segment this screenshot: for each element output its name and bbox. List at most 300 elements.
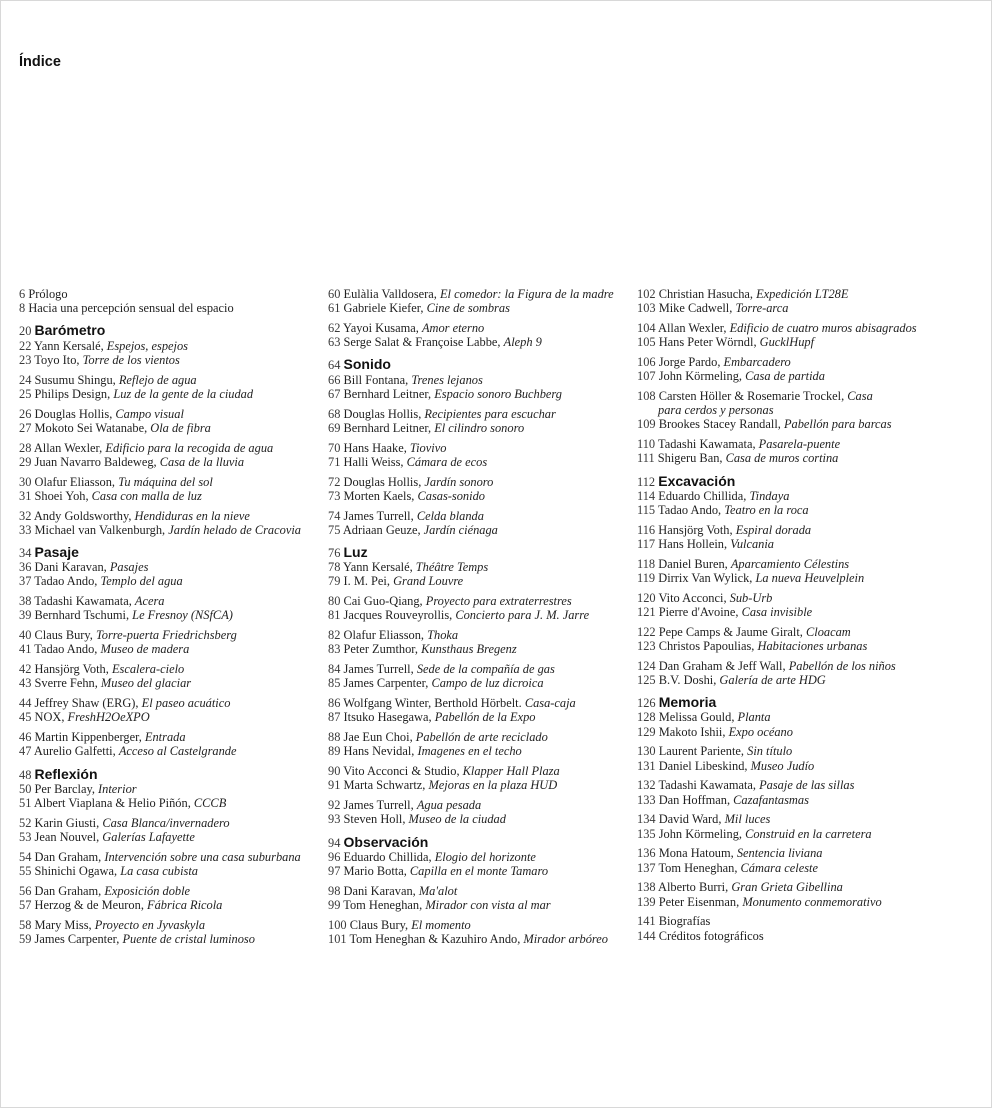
- toc-entry[interactable]: [328, 407, 633, 421]
- toc-entry[interactable]: [19, 560, 319, 574]
- toc-entry-text: Daniel Libeskind,: [658, 758, 751, 773]
- toc-entry[interactable]: [637, 557, 937, 571]
- toc-entry[interactable]: [328, 662, 633, 676]
- toc-work-title: Reflejo de agua: [118, 372, 197, 387]
- toc-work-title: Templo del agua: [100, 574, 183, 589]
- toc-entry-text: Prólogo: [28, 287, 68, 301]
- toc-page-number: 144: [637, 928, 656, 943]
- toc-work-title: Amor eterno: [421, 321, 485, 335]
- toc-entry-text: Biografías: [658, 914, 711, 929]
- toc-entry[interactable]: [637, 335, 937, 349]
- toc-work-title: Sin título: [747, 744, 793, 759]
- toc-entry[interactable]: [19, 455, 319, 469]
- toc-entry[interactable]: [328, 642, 633, 656]
- toc-entry[interactable]: [328, 301, 633, 315]
- toc-work-title: Gran Grieta Gibellina: [731, 880, 843, 895]
- toc-entry-text: Jae Eun Choi,: [343, 730, 416, 745]
- toc-page-number: 97: [328, 864, 341, 879]
- toc-work-title: Expedición LT28E: [756, 287, 849, 301]
- toc-column-2: [328, 287, 633, 952]
- toc-entry-text: Allan Wexler,: [33, 440, 106, 455]
- toc-work-title: Jardín sonoro: [424, 474, 494, 489]
- toc-entry[interactable]: [637, 523, 937, 537]
- section-title: Pasaje: [34, 544, 79, 561]
- toc-entry[interactable]: [637, 489, 937, 503]
- toc-entry-group: [328, 594, 633, 622]
- toc-page-number: 130: [637, 744, 656, 759]
- toc-entry[interactable]: [637, 403, 937, 417]
- toc-entry-text: Mary Miss,: [34, 917, 95, 932]
- toc-entry[interactable]: [19, 884, 319, 898]
- toc-page-number: 96: [328, 849, 341, 864]
- toc-entry-text: Peter Zumthor,: [343, 642, 422, 657]
- toc-entry-text: Claus Bury,: [349, 917, 412, 932]
- toc-entry[interactable]: [19, 301, 319, 315]
- toc-entry[interactable]: [637, 625, 937, 639]
- toc-work-title: Campo visual: [115, 406, 184, 421]
- toc-work-title: Escalera-cielo: [111, 662, 185, 677]
- toc-page-number: 38: [19, 594, 32, 609]
- toc-entry[interactable]: [19, 744, 319, 758]
- toc-page-number: 139: [637, 894, 656, 909]
- toc-page-number: 124: [637, 658, 656, 673]
- toc-entry[interactable]: [637, 355, 937, 369]
- toc-entry[interactable]: [328, 730, 633, 744]
- toc-entry[interactable]: [328, 560, 633, 574]
- toc-page-number: 70: [328, 440, 341, 455]
- toc-page-number: 118: [637, 556, 656, 571]
- toc-entry[interactable]: [637, 880, 937, 894]
- toc-entry-text: Dan Hoffman,: [658, 792, 734, 807]
- toc-entry[interactable]: [328, 764, 633, 778]
- toc-entry-text: Dirrix Van Wylick,: [658, 571, 756, 586]
- toc-entry-group: [19, 816, 319, 844]
- toc-entry[interactable]: [637, 914, 937, 928]
- toc-entry[interactable]: [637, 369, 937, 383]
- toc-page-number: 23: [19, 352, 32, 367]
- toc-entry-text: Dani Karavan,: [34, 560, 110, 575]
- toc-entry[interactable]: [328, 696, 633, 710]
- toc-entry[interactable]: [19, 489, 319, 503]
- toc-work-title: Sede de la compañía de gas: [416, 662, 555, 677]
- toc-work-title: Proyecto para extraterrestres: [425, 594, 572, 609]
- toc-page-number: 68: [328, 406, 341, 421]
- toc-entry-text: Eduardo Chillida,: [343, 849, 435, 864]
- toc-entry[interactable]: [637, 759, 937, 773]
- toc-page-number: 74: [328, 508, 341, 523]
- toc-entry[interactable]: [328, 884, 633, 898]
- toc-page-number: 69: [328, 420, 341, 435]
- toc-page-number: 46: [19, 730, 32, 745]
- toc-work-title: Trenes lejanos: [411, 372, 483, 387]
- toc-entry-text: NOX,: [34, 710, 68, 725]
- toc-work-title: Celda blanda: [416, 508, 484, 523]
- toc-work-title: Espacio sonoro Buchberg: [434, 386, 562, 401]
- toc-entry[interactable]: [328, 509, 633, 523]
- toc-entry-group: [328, 662, 633, 690]
- toc-entry[interactable]: [19, 730, 319, 744]
- toc-entry[interactable]: [19, 642, 319, 656]
- toc-page-number: 50: [19, 781, 32, 796]
- toc-entry-text: Tadashi Kawamata,: [658, 437, 759, 452]
- toc-page-number: 132: [637, 778, 656, 793]
- toc-entry[interactable]: [328, 475, 633, 489]
- toc-work-title: La casa cubista: [120, 864, 198, 879]
- toc-work-title: El paseo acuático: [141, 696, 231, 711]
- toc-entry-text: Aurelio Galfetti,: [33, 744, 119, 759]
- toc-entry[interactable]: [19, 676, 319, 690]
- toc-entry-group: [328, 373, 633, 401]
- toc-entry[interactable]: [19, 523, 319, 537]
- toc-entry[interactable]: [328, 594, 633, 608]
- toc-entry-text: Jacques Rouveyrollis,: [343, 608, 456, 623]
- toc-work-title: Kunsthaus Bregenz: [421, 642, 517, 657]
- toc-entry[interactable]: [328, 523, 633, 537]
- toc-entry[interactable]: [637, 605, 937, 619]
- toc-entry[interactable]: [328, 321, 633, 335]
- toc-entry-text: Laurent Pariente,: [658, 744, 748, 759]
- toc-page-number: 80: [328, 594, 341, 609]
- toc-entry-group: [19, 884, 319, 912]
- toc-entry-text: Juan Navarro Baldeweg,: [34, 454, 160, 469]
- toc-entry[interactable]: [19, 339, 319, 353]
- toc-work-title: Casas-sonido: [417, 488, 485, 503]
- toc-work-title: para cerdos y personas: [658, 403, 774, 418]
- toc-work-title: Entrada: [144, 730, 186, 745]
- toc-entry[interactable]: [637, 812, 937, 826]
- toc-entry-group: [637, 321, 937, 349]
- toc-page-number: 61: [328, 301, 341, 316]
- toc-entry[interactable]: [19, 421, 319, 435]
- toc-page-number: 104: [637, 321, 656, 335]
- toc-work-title: Elogio del horizonte: [434, 849, 536, 864]
- toc-entry[interactable]: [19, 509, 319, 523]
- toc-entry[interactable]: [19, 830, 319, 844]
- toc-work-title: Galería de arte HDG: [719, 673, 826, 688]
- toc-entry-group: [637, 523, 937, 551]
- toc-entry[interactable]: [328, 335, 633, 349]
- toc-page-number: 116: [637, 522, 656, 537]
- toc-work-title: Cloacam: [806, 624, 851, 639]
- toc-entry[interactable]: [637, 673, 937, 687]
- toc-entry-group: [328, 628, 633, 656]
- toc-page-number: 108: [637, 389, 656, 403]
- toc-entry[interactable]: [637, 591, 937, 605]
- toc-entry[interactable]: [19, 594, 319, 608]
- toc-page-number: 92: [328, 798, 341, 813]
- toc-page-number: 105: [637, 335, 656, 350]
- toc-entry[interactable]: [637, 451, 937, 465]
- toc-entry[interactable]: [19, 898, 319, 912]
- toc-page-number: 101: [328, 932, 347, 947]
- toc-entry-text: Carsten Höller & Rosemarie Trockel,: [658, 389, 848, 403]
- toc-work-title: Museo del glaciar: [100, 676, 192, 691]
- toc-entry-text: Halli Weiss,: [343, 454, 407, 469]
- toc-entry-group: [19, 441, 319, 469]
- section-title: Sonido: [343, 356, 391, 373]
- toc-page-number: 85: [328, 676, 341, 691]
- toc-entry[interactable]: [328, 421, 633, 435]
- toc-entry-group: [328, 407, 633, 435]
- toc-entry[interactable]: [637, 778, 937, 792]
- toc-entry-text: Andy Goldsworthy,: [33, 508, 135, 523]
- toc-column-3: [637, 287, 937, 948]
- toc-entry-text: Wolfgang Winter, Berthold Hörbelt.: [343, 696, 525, 711]
- toc-work-title: Cámara celeste: [740, 860, 818, 875]
- toc-entry[interactable]: [328, 676, 633, 690]
- toc-page-number: 88: [328, 730, 341, 745]
- toc-page-number: 134: [637, 812, 656, 827]
- section-page-number: 112: [637, 474, 656, 489]
- toc-entry-text: Bernhard Leitner,: [343, 420, 435, 435]
- toc-entry[interactable]: [637, 725, 937, 739]
- toc-entry[interactable]: [637, 895, 937, 909]
- toc-entry[interactable]: [328, 798, 633, 812]
- toc-page-number: 51: [19, 796, 32, 811]
- toc-page-number: 22: [19, 338, 32, 353]
- toc-entry[interactable]: [637, 417, 937, 431]
- toc-entry[interactable]: [328, 864, 633, 878]
- toc-entry-text: Brookes Stacey Randall,: [658, 417, 784, 432]
- toc-entry-text: Tom Heneghan,: [658, 860, 741, 875]
- section-title: Barómetro: [34, 322, 106, 339]
- toc-page-number: 67: [328, 386, 341, 401]
- toc-work-title: Planta: [737, 710, 771, 725]
- toc-entry[interactable]: [19, 864, 319, 878]
- toc-work-title: Casa de muros cortina: [725, 451, 839, 466]
- toc-entry[interactable]: [19, 662, 319, 676]
- toc-entry[interactable]: [328, 812, 633, 826]
- toc-work-title: Sentencia liviana: [736, 846, 823, 861]
- toc-entry[interactable]: [19, 475, 319, 489]
- toc-page-number: 82: [328, 628, 341, 643]
- toc-work-title: Jardín ciénaga: [423, 522, 498, 537]
- toc-work-title: Pasarela-puente: [758, 437, 841, 452]
- toc-entry-text: James Turrell,: [343, 508, 417, 523]
- toc-entry[interactable]: [637, 793, 937, 807]
- toc-entry[interactable]: [328, 455, 633, 469]
- toc-entry-text: Jeffrey Shaw (ERG),: [34, 696, 142, 711]
- toc-page-number: 71: [328, 454, 341, 469]
- toc-work-title: Casa invisible: [741, 605, 813, 620]
- toc-page-number: 63: [328, 335, 341, 350]
- toc-entry-text: Olafur Eliasson,: [34, 474, 119, 489]
- section-title: Memoria: [658, 694, 717, 711]
- toc-entry[interactable]: [328, 441, 633, 455]
- toc-entry-text: B.V. Doshi,: [658, 673, 720, 688]
- toc-entry-group: [328, 850, 633, 878]
- toc-page-number: 54: [19, 849, 32, 864]
- toc-entry[interactable]: [637, 389, 937, 403]
- toc-entry[interactable]: [19, 796, 319, 810]
- toc-entry[interactable]: [19, 574, 319, 588]
- toc-entry-group: [637, 710, 937, 738]
- toc-entry-text: Eduardo Chillida,: [658, 488, 750, 503]
- toc-work-title: El cilindro sonoro: [434, 420, 525, 435]
- toc-entry-text: Dan Graham & Jeff Wall,: [658, 658, 789, 673]
- toc-entry[interactable]: [328, 850, 633, 864]
- toc-work-title: Edificio para la recogida de agua: [105, 440, 274, 455]
- toc-work-title: Cazafantasmas: [733, 792, 809, 807]
- toc-entry[interactable]: [328, 932, 633, 946]
- toc-entry[interactable]: [637, 846, 937, 860]
- toc-entry[interactable]: [19, 353, 319, 367]
- toc-entry[interactable]: [328, 574, 633, 588]
- toc-entry-text: James Carpenter,: [34, 932, 123, 947]
- toc-entry[interactable]: [328, 608, 633, 622]
- toc-entry-text: Gabriele Kiefer,: [343, 301, 427, 316]
- section-page-number: 64: [328, 358, 341, 373]
- toc-entry[interactable]: [637, 321, 937, 335]
- section-heading: [328, 835, 633, 850]
- toc-page-number: 33: [19, 522, 32, 537]
- toc-page-number: 87: [328, 710, 341, 725]
- toc-entry-text: Hacia una percepción sensual del espacio: [28, 301, 234, 316]
- toc-entry[interactable]: [328, 744, 633, 758]
- section-heading: [637, 695, 937, 710]
- toc-entry[interactable]: [328, 918, 633, 932]
- toc-entry-group: [328, 764, 633, 792]
- section-page-number: 20: [19, 324, 32, 339]
- toc-entry[interactable]: [637, 827, 937, 841]
- toc-work-title: Pabellón de arte reciclado: [415, 730, 548, 745]
- toc-page-number: 75: [328, 522, 341, 537]
- toc-entry[interactable]: [19, 918, 319, 932]
- toc-page-number: 83: [328, 642, 341, 657]
- toc-page-number: 117: [637, 537, 656, 552]
- toc-entry[interactable]: [19, 373, 319, 387]
- toc-entry[interactable]: [637, 659, 937, 673]
- toc-page-number: 136: [637, 846, 656, 861]
- toc-work-title: Cine de sombras: [426, 301, 510, 316]
- toc-entry[interactable]: [637, 744, 937, 758]
- toc-entry[interactable]: [19, 696, 319, 710]
- toc-work-title: Capilla en el monte Tamaro: [409, 864, 549, 879]
- toc-entry[interactable]: [637, 571, 937, 585]
- toc-entry[interactable]: [637, 287, 937, 301]
- toc-entry-text: Mario Botta,: [343, 864, 410, 879]
- toc-page-number: 125: [637, 673, 656, 688]
- toc-entry-text: Jorge Pardo,: [658, 355, 724, 369]
- toc-work-title: Pabellón para barcas: [783, 417, 892, 432]
- toc-entry-text: Yann Kersalé,: [34, 338, 107, 353]
- toc-entry-text: Bill Fontana,: [343, 372, 412, 387]
- toc-entry[interactable]: [19, 710, 319, 724]
- toc-work-title: Tu máquina del sol: [118, 474, 213, 489]
- toc-work-title: Casa de partida: [745, 369, 825, 384]
- toc-work-title: Casa-caja: [524, 696, 576, 711]
- toc-page-number: 47: [19, 744, 32, 759]
- toc-entry-text: James Turrell,: [343, 798, 417, 813]
- toc-entry[interactable]: [19, 608, 319, 622]
- toc-entry-text: Allan Wexler,: [658, 321, 730, 335]
- toc-entry-group: [328, 798, 633, 826]
- toc-entry[interactable]: [19, 932, 319, 946]
- toc-entry-text: Tadashi Kawamata,: [34, 594, 135, 609]
- toc-entry[interactable]: [19, 782, 319, 796]
- toc-entry[interactable]: [637, 710, 937, 724]
- section-heading: [19, 545, 319, 560]
- toc-entry[interactable]: [637, 639, 937, 653]
- toc-entry-text: Hans Haake,: [343, 440, 410, 455]
- toc-page-number: 137: [637, 860, 656, 875]
- toc-entry-text: Serge Salat & Françoise Labbe,: [343, 335, 504, 350]
- toc-work-title: Museo Judío: [750, 758, 815, 773]
- toc-entry-group: [637, 880, 937, 908]
- toc-page-number: 73: [328, 488, 341, 503]
- toc-entry[interactable]: [19, 441, 319, 455]
- toc-entry[interactable]: [637, 929, 937, 943]
- toc-entry-text: Yayoi Kusama,: [343, 321, 422, 335]
- toc-work-title: Pabellón de la Expo: [434, 710, 536, 725]
- toc-page-number: 91: [328, 778, 341, 793]
- toc-page-number: 26: [19, 406, 32, 421]
- toc-entry[interactable]: [328, 778, 633, 792]
- toc-entry[interactable]: [637, 861, 937, 875]
- toc-entry-text: Sverre Fehn,: [34, 676, 101, 691]
- toc-entry[interactable]: [19, 628, 319, 642]
- toc-page-number: 6: [19, 287, 26, 301]
- toc-entry[interactable]: [328, 898, 633, 912]
- toc-entry[interactable]: [19, 407, 319, 421]
- toc-entry[interactable]: [328, 287, 633, 301]
- toc-entry[interactable]: [328, 387, 633, 401]
- toc-entry-text: Dan Graham,: [34, 883, 105, 898]
- toc-entry[interactable]: [328, 373, 633, 387]
- toc-entry[interactable]: [637, 301, 937, 315]
- toc-entry[interactable]: [19, 287, 319, 301]
- toc-work-title: FreshH2OeXPO: [67, 710, 150, 725]
- toc-entry-text: Bernhard Tschumi,: [34, 608, 133, 623]
- toc-entry[interactable]: [328, 489, 633, 503]
- toc-page-number: 42: [19, 662, 32, 677]
- toc-entry-text: David Ward,: [658, 812, 725, 827]
- toc-page-number: 102: [637, 287, 656, 301]
- toc-page-number: 106: [637, 355, 656, 369]
- toc-entry-text: Mokoto Sei Watanabe,: [34, 420, 151, 435]
- section-page-number: 76: [328, 546, 341, 561]
- toc-entry[interactable]: [19, 387, 319, 401]
- section-heading: [637, 474, 937, 489]
- section-title: Observación: [343, 833, 429, 850]
- toc-page-number: 37: [19, 574, 32, 589]
- toc-work-title: Mejoras en la plaza HUD: [428, 778, 558, 793]
- toc-entry-text: Tadao Ando,: [34, 574, 101, 589]
- toc-page-number: 99: [328, 898, 341, 913]
- toc-work-title: Tiovivo: [409, 440, 447, 455]
- toc-entry-text: Martin Kippenberger,: [34, 730, 145, 745]
- toc-entry-group: [637, 389, 937, 432]
- toc-entry[interactable]: [637, 503, 937, 517]
- toc-entry-group: [637, 914, 937, 942]
- toc-entry-group: [19, 475, 319, 503]
- toc-entry[interactable]: [328, 710, 633, 724]
- toc-entry[interactable]: [637, 537, 937, 551]
- toc-work-title: Intervención sobre una casa suburbana: [104, 849, 301, 864]
- toc-entry-group: [328, 884, 633, 912]
- toc-work-title: El comedor: la Figura de la madre: [439, 287, 614, 301]
- toc-work-title: Cámara de ecos: [406, 454, 488, 469]
- toc-entry[interactable]: [637, 437, 937, 451]
- toc-entry-text: Créditos fotográficos: [658, 928, 764, 943]
- toc-entry[interactable]: [19, 850, 319, 864]
- toc-entry[interactable]: [328, 628, 633, 642]
- toc-work-title: Mil luces: [724, 812, 771, 827]
- toc-entry[interactable]: [19, 816, 319, 830]
- toc-page-number: 32: [19, 508, 32, 523]
- toc-entry-text: Adriaan Geuze,: [342, 522, 424, 537]
- toc-entry-text: Dani Karavan,: [343, 883, 419, 898]
